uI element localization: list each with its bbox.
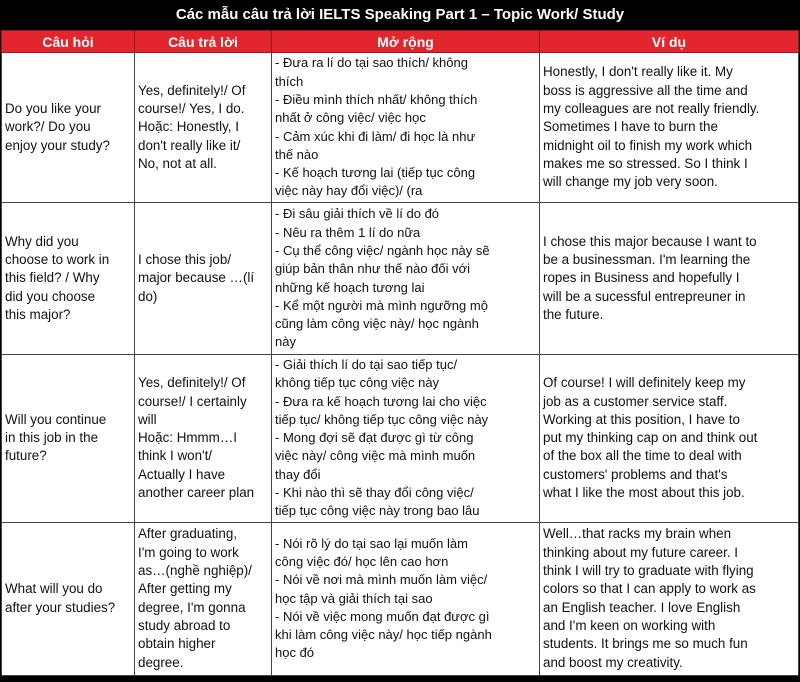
extend-line: - Cụ thể công việc/ ngành học này sẽ [275,242,490,258]
extend-line: giúp bản thân như thế nào đối với [275,261,471,277]
answer-line: degree. [138,654,184,670]
answer-line: I chose this job/ [138,252,232,268]
example-line: of the box all the time to deal with [543,448,742,464]
answer-cell [135,203,272,355]
answer-line: course!/ Yes, I do. [138,101,245,117]
answer-line: Actually I have [138,466,226,482]
extend-line: - Kể một người mà mình ngưỡng mộ [275,297,488,313]
answer-line: degree, I'm gonna [138,599,246,615]
example-cell [540,53,799,203]
question-line: after your studies? [5,599,116,615]
extend-line: - Mong đợi sẽ đạt được gì từ công [275,430,474,446]
extend-cell [272,203,540,355]
extend-line: tiếp tục/ không tiếp tục công việc này [275,411,489,427]
example-line: and I'm keen on working with [543,617,716,633]
example-line: Working at this position, I have to [543,411,740,427]
answer-line: major because …(lí [138,270,255,286]
question-cell [2,203,135,355]
extend-cell [272,522,540,675]
answer-line: After getting my [138,581,232,597]
example-line: and boost my creativity. [543,654,683,670]
answer-line: course!/ I certainly [138,393,247,409]
question-line: this field? / Why [5,270,100,286]
question-line: choose to work in [5,252,110,268]
extend-line: - Cảm xúc khi đi làm/ đi học là như [275,128,476,144]
example-line: customers' problems and that's [543,466,728,482]
answer-line: do) [138,288,158,304]
example-line: students. It brings me so much fun [543,636,748,652]
header-question: Câu hỏi [2,31,135,53]
table-row [2,203,799,355]
extend-line: không tiếp tục công việc này [275,375,440,391]
header-example: Ví dụ [540,31,799,53]
answer-cell [135,53,272,203]
answer-line: obtain higher [138,636,216,652]
answer-line: will [138,411,157,427]
example-line: Sometimes I have to burn the [543,119,718,135]
answer-line: No, not at all. [138,155,217,171]
answers-table [1,30,799,676]
extend-line: - Giải thích lí do tại sao tiếp tục/ [275,357,458,372]
answer-line: as…(nghề nghiệp)/ [138,563,252,579]
header-answer: Câu trả lời [135,31,272,53]
extend-line: những kế hoạch tương lai [275,279,425,295]
extend-line: học tập và giải thích tại sao [275,590,433,606]
answer-line: study abroad to [138,617,231,633]
extend-line: khi làm công việc này/ học tiếp ngành [275,627,492,643]
example-line: ropes in Business and hopefully I [543,270,740,286]
answer-cell [135,522,272,675]
example-line: think I will try to graduate with flying [543,563,754,579]
table-row [2,522,799,675]
example-line: job as a customer service staff. [543,393,728,409]
example-line: be a businessman. I'm learning the [543,252,751,268]
extend-line: - Nói rõ lý do tại sao lại muốn làm [275,535,468,551]
question-line: Do you like your [5,101,102,117]
extend-line: - Điều mình thích nhất/ không thích [275,91,478,107]
extend-line: thay đổi [275,466,321,482]
extend-line: nhất ở công việc/ việc học [275,110,426,126]
example-line: what I like the most about this job. [543,485,745,501]
example-line: put my thinking cap on and think out [543,430,758,446]
question-line: this major? [5,306,71,322]
extend-line: - Nói về việc mong muốn đạt được gì [275,608,490,624]
question-line: future? [5,448,47,464]
answer-line: another career plan [138,485,255,501]
answer-line: I'm going to work [138,544,239,560]
example-line: Of course! I will definitely keep my [543,375,746,391]
extend-line: việc này hay đổi việc)/ (ra [275,183,423,199]
question-cell [2,355,135,523]
extend-line: - Nói về nơi mà mình muốn làm việc/ [275,572,488,588]
example-line: colors so that I can apply to work as [543,581,756,597]
answer-cell [135,355,272,523]
question-line: work?/ Do you [5,119,91,135]
question-line: Will you continue [5,411,107,427]
example-cell [540,203,799,355]
extend-line: - Đi sâu giải thích về lí do đó [275,206,440,222]
extend-line: - Khi nào thì sẽ thay đổi công việc/ [275,485,474,501]
question-line: in this job in the [5,430,99,446]
extend-cell [272,53,540,203]
answer-line: After graduating, [138,526,238,542]
extend-cell [272,355,540,523]
answer-line: don't really like it/ [138,137,241,153]
table-header-row [2,31,799,53]
header-extend: Mở rộng [272,31,540,53]
question-cell [2,522,135,675]
answer-line: Yes, definitely!/ Of [138,375,246,391]
extend-line: cũng làm công việc này/ học ngành [275,316,479,332]
answer-line: Hoặc: Hmmm…I [138,430,237,446]
extend-line: việc này/ công việc mà mình muốn [275,448,476,464]
example-line: my colleagues are not really friendly. [543,101,760,117]
page-title: Các mẫu câu trả lời IELTS Speaking Part 1 – Topic Work/ Study [175,6,625,23]
answer-line: Hoặc: Honestly, I [138,119,239,135]
question-line: What will you do [5,581,103,597]
table-row [2,53,799,203]
example-line: thinking about my future career. I [543,544,739,560]
question-cell [2,53,135,203]
extend-line: công việc đó/ học lên cao hơn [275,553,449,569]
question-line: did you choose [5,288,96,304]
extend-line: thế nào [275,146,319,162]
extend-line: tiếp tục công việc này trong bao lâu [275,503,480,519]
extend-line: - Kế hoạch tương lai (tiếp tục công [275,165,476,181]
example-line: makes me so stressed. So I think I [543,155,748,171]
example-line: midnight oil to finish my work which [543,137,753,153]
example-line: I chose this major because I want to [543,233,757,249]
extend-line: này [275,334,296,350]
example-line: Honestly, I don't really like it. My [543,64,733,80]
question-line: Why did you [5,233,79,249]
example-line: the future. [543,306,604,322]
extend-line: - Đưa ra kế hoạch tương lai cho việc [275,393,487,409]
extend-line: - Nêu ra thêm 1 lí do nữa [275,224,421,240]
answer-line: think I won't/ [138,448,213,464]
example-cell [540,522,799,675]
question-line: enjoy your study? [5,137,110,153]
extend-line: - Đưa ra lí do tại sao thích/ không [275,55,468,71]
example-line: an English teacher. I love English [543,599,741,615]
extend-line: học đó [275,645,315,661]
extend-line: thích [275,73,304,89]
example-line: will change my job very soon. [543,174,718,190]
example-cell [540,355,799,523]
example-line: Well…that racks my brain when [543,526,732,542]
example-line: will be a sucessful entrepreuner in [543,288,746,304]
answer-line: Yes, definitely!/ Of [138,82,246,98]
example-line: boss is aggressive all the time and [543,82,748,98]
table-row [2,355,799,523]
